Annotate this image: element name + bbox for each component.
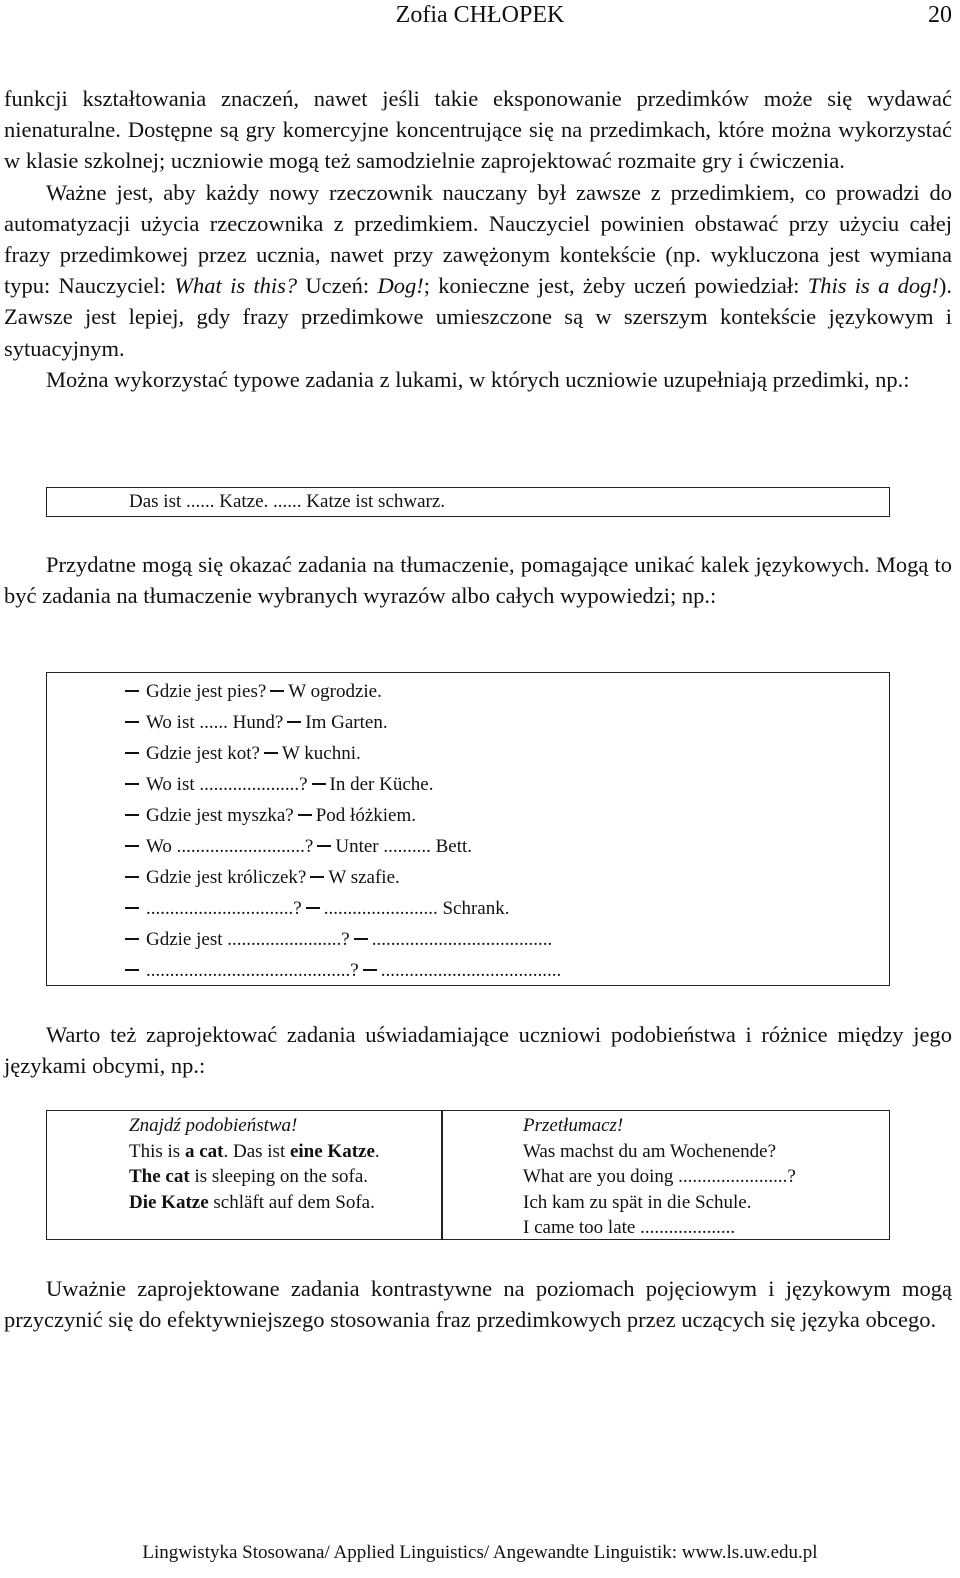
dialogue-question: Gdzie jest ........................? bbox=[146, 929, 350, 950]
exercise-box-translation bbox=[46, 672, 890, 986]
dialogue-answer: ...................................... bbox=[371, 929, 553, 950]
dialogue-line bbox=[125, 929, 552, 951]
dash bbox=[125, 690, 139, 692]
dash bbox=[125, 876, 139, 878]
dash bbox=[298, 814, 312, 816]
dialogue-answer: Unter .......... Bett. bbox=[335, 836, 473, 857]
right-heading: Przetłumacz! bbox=[523, 1115, 624, 1136]
dash bbox=[306, 907, 320, 909]
p2-a: Ważne jest, aby każdy nowy rzeczownik nauczany był zawsze z przedimkiem, co prowadzi do automatyzacji użycia rzeczownika z przedimkiem. Nauczyciel powinien obstawać przy użyciu całej frazy przedimkowej przez ucznia, nawet przy zawężonym kontekście (np. wykluczona jest wymiana typu: Nauczyciel: bbox=[4, 179, 952, 299]
left-line-3: Die Katze schläft auf dem Sofa. bbox=[129, 1191, 375, 1213]
dash bbox=[125, 845, 139, 847]
paragraph-1 bbox=[4, 83, 952, 395]
dialogue-question: Gdzie jest myszka? bbox=[146, 805, 294, 826]
journal-footer: Lingwistyka Stosowana/ Applied Linguistics/ Angewandte Linguistik: www.ls.uw.edu.pl bbox=[142, 1542, 818, 1563]
dash bbox=[312, 783, 326, 785]
dialogue-line bbox=[125, 774, 433, 796]
left-line-1: This is a cat. Das ist eine Katze. bbox=[129, 1140, 380, 1162]
p2-g: ). Zawsze jest lepiej, gdy frazy przedimkowe umieszczone są w szerszym kontekście językowym i sytuacyjnym. bbox=[4, 273, 952, 361]
p2-d: Dog! bbox=[377, 273, 424, 299]
dialogue-question: Wo ...........................? bbox=[146, 836, 314, 857]
dash bbox=[125, 783, 139, 785]
exercise-box-articles bbox=[46, 487, 890, 517]
dialogue-answer: In der Küche. bbox=[329, 774, 434, 795]
paragraph-5 bbox=[4, 1019, 952, 1081]
dialogue-question: ...............................? bbox=[146, 898, 302, 919]
paragraph-5-text: Warto też zaprojektować zadania uświadamiające uczniowi podobieństwa i różnice między jego językami obcymi, np.: bbox=[4, 1022, 952, 1079]
running-header-author: Zofia CHŁOPEK bbox=[395, 2, 565, 28]
dialogue-line bbox=[125, 743, 361, 765]
page-number: 20 bbox=[928, 2, 952, 28]
dialogue-answer: W kuchni. bbox=[281, 743, 361, 764]
dialogue-answer: Im Garten. bbox=[305, 712, 388, 733]
dash bbox=[125, 969, 139, 971]
right-line: Ich kam zu spät in die Schule. bbox=[523, 1191, 752, 1213]
exercise-box-articles-text: Das ist ...... Katze. ...... Katze ist schwarz. bbox=[129, 491, 446, 512]
dialogue-line bbox=[125, 960, 561, 982]
paragraph-6 bbox=[4, 1273, 952, 1335]
dash bbox=[125, 721, 139, 723]
dialogue-line bbox=[125, 836, 472, 858]
p2-e: ; konieczne jest, żeby uczeń powiedział: bbox=[423, 273, 808, 299]
dialogue-question: Gdzie jest króliczek? bbox=[146, 867, 307, 888]
paragraph-3-text: Można wykorzystać typowe zadania z lukami, w których uczniowie uzupełniają przedimki, np.: bbox=[46, 366, 910, 392]
paragraph-4 bbox=[4, 549, 952, 611]
dash bbox=[125, 907, 139, 909]
p2-c: Uczeń: bbox=[297, 273, 378, 299]
p2-f: This is a dog! bbox=[807, 273, 939, 299]
contrastive-left-cell bbox=[129, 1113, 380, 1215]
dialogue-question: Gdzie jest kot? bbox=[146, 743, 260, 764]
dialogue-line bbox=[125, 805, 416, 827]
dialogue-line bbox=[125, 712, 388, 734]
dialogue-answer: W szafie. bbox=[328, 867, 400, 888]
right-line: What are you doing .......................? bbox=[523, 1166, 796, 1187]
dialogue-question: Wo ist .....................? bbox=[146, 774, 308, 795]
paragraph-1-text: funkcji kształtowania znaczeń, nawet jeśli takie eksponowanie przedimków może się wydawać nienaturalne. Dostępne są gry komercyjne koncentrujące się na przedimkach, które można wykorzystać w klasie szkolnej; uczniowie mogą też samodzielnie zaprojektować rozmaite gry i ćwiczenia. bbox=[4, 86, 952, 174]
left-line-2: The cat is sleeping on the sofa. bbox=[129, 1166, 369, 1187]
dialogue-line bbox=[125, 867, 400, 889]
dash bbox=[125, 752, 139, 754]
dash bbox=[354, 938, 368, 940]
dialogue-answer: W ogrodzie. bbox=[288, 681, 382, 702]
exercise-box-contrastive bbox=[46, 1110, 890, 1240]
table-divider bbox=[441, 1111, 443, 1239]
p2-b: What is this? bbox=[174, 273, 298, 299]
dash bbox=[125, 938, 139, 940]
dialogue-line bbox=[125, 898, 509, 920]
dash bbox=[264, 752, 278, 754]
right-line: I came too late .................... bbox=[523, 1217, 736, 1238]
dialogue-question: ...........................................? bbox=[146, 960, 359, 981]
dialogue-question: Wo ist ...... Hund? bbox=[146, 712, 284, 733]
paragraph-2-text bbox=[4, 177, 952, 364]
dialogue-answer: ...................................... bbox=[380, 960, 562, 981]
dialogue-line bbox=[125, 681, 382, 703]
dialogue-answer: ........................ Schrank. bbox=[323, 898, 510, 919]
left-heading: Znajdź podobieństwa! bbox=[129, 1115, 298, 1136]
paragraph-6-text: Uważnie zaprojektowane zadania kontrastywne na poziomach pojęciowym i językowym mogą przyczynić się do efektywniejszego stosowania fraz przedimkowych przez uczących się języka obcego. bbox=[4, 1276, 952, 1333]
dash bbox=[125, 814, 139, 816]
dialogue-question: Gdzie jest pies? bbox=[146, 681, 267, 702]
dash bbox=[317, 845, 331, 847]
contrastive-right-cell bbox=[523, 1113, 796, 1241]
dash bbox=[310, 876, 324, 878]
right-line: Was machst du am Wochenende? bbox=[523, 1140, 777, 1162]
dash bbox=[363, 969, 377, 971]
dash bbox=[287, 721, 301, 723]
dialogue-answer: Pod łóżkiem. bbox=[315, 805, 417, 826]
paragraph-4-text: Przydatne mogą się okazać zadania na tłumaczenie, pomagające unikać kalek językowych. Mogą to być zadania na tłumaczenie wybranych wyrazów albo całych wypowiedzi; np.: bbox=[4, 552, 952, 609]
dash bbox=[270, 690, 284, 692]
